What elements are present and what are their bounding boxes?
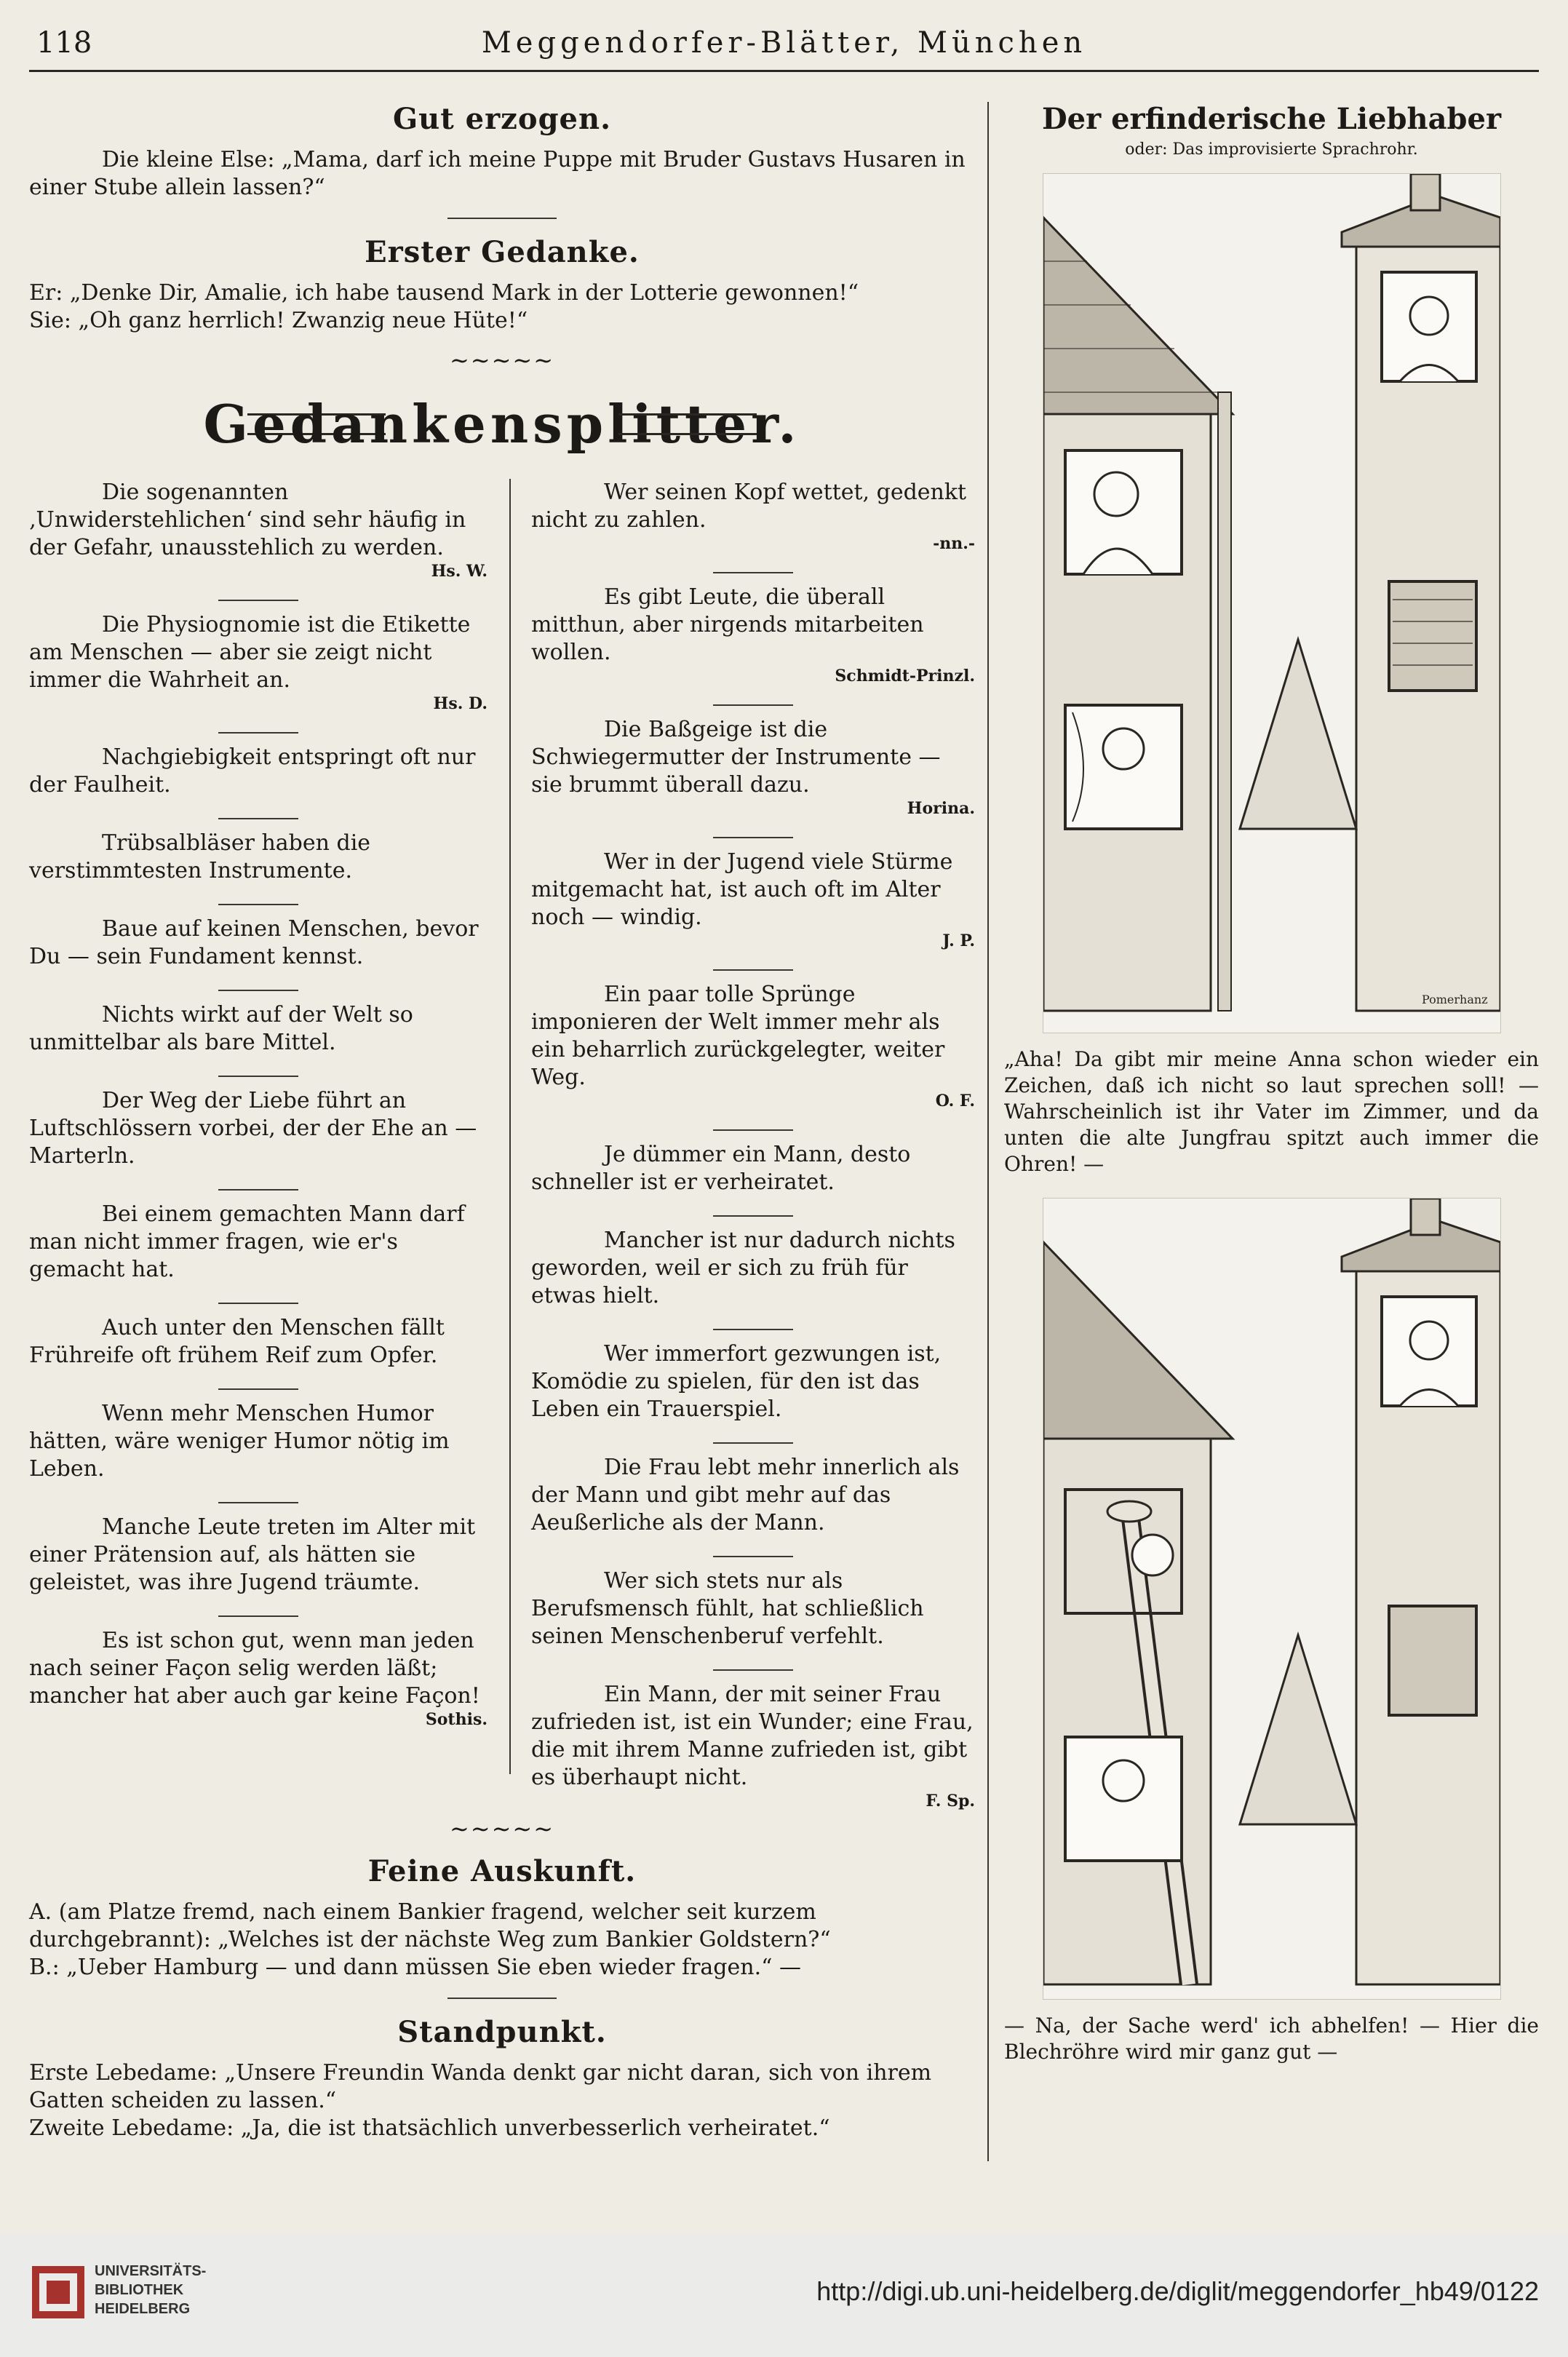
- aphorism-separator: [218, 990, 298, 991]
- aphorism-separator: [713, 969, 793, 971]
- gedankensplitter-title: Gedankensplitter.: [203, 393, 801, 455]
- aphorism: [531, 1227, 975, 1310]
- aphorism-separator: [713, 704, 793, 706]
- aphorism-separator: [218, 1303, 298, 1304]
- aphorism-signature: Hs. W.: [431, 562, 487, 581]
- erster-gedanke-title: Erster Gedanke.: [365, 235, 640, 269]
- aphorism-text: Wer immerfort gezwungen ist, Komödie zu spielen, für den ist das Leben ein Trauerspiel.: [531, 1341, 942, 1422]
- aphorism-separator: [713, 1669, 793, 1671]
- aphorism-text: Wer seinen Kopf wettet, gedenkt nicht zu zahlen.: [531, 480, 967, 533]
- cartoon-caption-1: „Aha! Da gibt mir meine Anna schon wieder ein Zeichen, daß ich nicht so laut sprechen soll! — Wahrscheinlich ist ihr Vater im Zimmer, und da unten die alte Jungfrau spitzt auch immer die Ohren! —: [1004, 1047, 1539, 1176]
- aphorism-separator: [713, 837, 793, 838]
- aphorism: [531, 716, 975, 818]
- aphorism-signature: O. F.: [935, 1092, 975, 1110]
- aphorism-text: Die Frau lebt mehr innerlich als der Mann und gibt mehr auf das Aeußerliche als der Mann.: [531, 1455, 960, 1535]
- aphorism: [29, 1627, 487, 1729]
- aphorism: [29, 1400, 487, 1483]
- aphorism: [29, 1314, 487, 1370]
- aphorism: [531, 1567, 975, 1650]
- aphorism-separator: [713, 1442, 793, 1444]
- aphorisms-left: [29, 479, 487, 1748]
- institution-line-3: HEIDELBERG: [95, 2301, 191, 2317]
- aphorism: [531, 981, 975, 1110]
- aphorism-text: Manche Leute treten im Alter mit einer Prätension auf, als hätten sie geleistet, was ihre Jugend träumte.: [29, 1514, 476, 1595]
- aphorism-divider: [509, 479, 511, 1774]
- source-url-link[interactable]: http://digi.ub.uni-heidelberg.de/diglit/meggendorfer_hb49/0122: [816, 2276, 1539, 2306]
- aphorism-columns: [29, 479, 975, 1811]
- ornament-right: [618, 413, 757, 435]
- institution-line-2: BIBLIOTHEK: [95, 2282, 184, 2298]
- aphorism: [531, 584, 975, 685]
- aphorism-signature: Hs. D.: [433, 694, 487, 713]
- aphorism: [531, 1681, 975, 1811]
- aphorism-separator: [713, 1329, 793, 1330]
- feine-auskunft-line2: B.: „Ueber Hamburg — und dann müssen Sie eben wieder fragen.“ —: [29, 1955, 801, 1980]
- aphorism-separator: [218, 1189, 298, 1191]
- house-drawing-1: [1043, 174, 1500, 1033]
- left-column: [29, 95, 975, 2142]
- divider: [447, 1998, 557, 1999]
- aphorism-text: Nichts wirkt auf der Welt so unmittelbar als bare Mittel.: [29, 1002, 413, 1055]
- gut-erzogen-text: Die kleine Else: „Mama, darf ich meine Puppe mit Bruder Gustavs Husaren in einer Stube allein lassen?“: [29, 147, 966, 200]
- aphorism: [29, 744, 487, 799]
- page-header: [29, 26, 1539, 72]
- standpunkt-line2: Zweite Lebedame: „Ja, die ist thatsächlich unverbesserlich verheiratet.“: [29, 2115, 830, 2141]
- ornament-divider: ∼∼∼∼∼: [449, 346, 555, 374]
- aphorism-separator: [218, 600, 298, 601]
- aphorism-separator: [218, 818, 298, 819]
- erster-gedanke-line1: Er: „Denke Dir, Amalie, ich habe tausend Mark in der Lotterie gewonnen!“: [29, 280, 859, 306]
- aphorism-separator: [218, 1076, 298, 1077]
- aphorism-signature: Horina.: [907, 799, 975, 818]
- aphorism: [29, 830, 487, 885]
- aphorism-text: Baue auf keinen Menschen, bevor Du — sein Fundament kennst.: [29, 916, 479, 969]
- aphorism: [531, 1141, 975, 1196]
- ornament-divider: ∼∼∼∼∼: [449, 1815, 555, 1843]
- house-drawing-2: [1043, 1199, 1500, 1999]
- aphorism-text: Mancher ist nur dadurch nichts geworden, weil er sich zu früh für etwas hielt.: [531, 1228, 955, 1308]
- institution-line-1: UNIVERSITÄTS-: [95, 2263, 207, 2279]
- feine-auskunft-title: Feine Auskunft.: [367, 1854, 637, 1888]
- erster-gedanke-line2: Sie: „Oh ganz herrlich! Zwanzig neue Hüte!“: [29, 308, 528, 333]
- aphorism-text: Trübsalbläser haben die verstimmtesten Instrumente.: [29, 830, 371, 883]
- aphorism: [29, 611, 487, 713]
- artist-signature: Pomerhanz: [1421, 993, 1488, 1006]
- cartoon-illustration-1: [1043, 173, 1501, 1033]
- aphorism-separator: [218, 1502, 298, 1503]
- cartoon-caption-2: — Na, der Sache werd' ich abhelfen! — Hier die Blechröhre wird mir ganz gut —: [1004, 2014, 1539, 2064]
- aphorism-text: Je dümmer ein Mann, desto schneller ist er verheiratet.: [531, 1142, 911, 1195]
- aphorism-separator: [713, 1129, 793, 1131]
- aphorism-signature: F. Sp.: [926, 1792, 975, 1811]
- aphorism: [531, 848, 975, 950]
- aphorism-text: Wer sich stets nur als Berufsmensch fühlt, hat schließlich seinen Menschenberuf verfehlt.: [531, 1568, 924, 1649]
- aphorism-text: Es ist schon gut, wenn man jeden nach seiner Façon selig werden läßt; mancher hat aber auch gar keine Façon!: [29, 1628, 480, 1709]
- aphorism-separator: [713, 572, 793, 573]
- aphorism-signature: Schmidt-Prinzl.: [835, 667, 975, 685]
- aphorism-text: Wer in der Jugend viele Stürme mitgemacht hat, ist auch oft im Alter noch — windig.: [531, 849, 953, 930]
- aphorism-text: Nachgiebigkeit entspringt oft nur der Faulheit.: [29, 744, 476, 798]
- aphorism: [531, 1340, 975, 1423]
- university-seal-icon: [29, 2263, 87, 2321]
- aphorism-separator: [218, 1388, 298, 1390]
- aphorism-text: Wenn mehr Menschen Humor hätten, wäre weniger Humor nötig im Leben.: [29, 1401, 450, 1482]
- column-divider: [987, 102, 989, 2161]
- aphorism-text: Ein Mann, der mit seiner Frau zufrieden ist, ist ein Wunder; eine Frau, die mit ihrem Manne zufrieden ist, gibt es überhaupt nicht.: [531, 1682, 974, 1790]
- right-column: [1004, 95, 1539, 2086]
- aphorism: [29, 1201, 487, 1284]
- aphorism: [29, 479, 487, 581]
- aphorism: [29, 1514, 487, 1597]
- aphorism-text: Die Physiognomie ist die Etikette am Menschen — aber sie zeigt nicht immer die Wahrheit an.: [29, 612, 471, 693]
- cartoon-title: Der erfinderische Liebhaber: [1041, 102, 1502, 136]
- aphorism: [29, 1001, 487, 1057]
- aphorism-text: Bei einem gemachten Mann darf man nicht immer fragen, wie er's gemacht hat.: [29, 1201, 465, 1282]
- divider: [447, 218, 557, 219]
- aphorism-text: Ein paar tolle Sprünge imponieren der Welt immer mehr als ein beharrlich zurückgelegter, weiter Weg.: [531, 982, 945, 1090]
- aphorism-signature: J. P.: [942, 931, 975, 950]
- aphorism-separator: [713, 1556, 793, 1557]
- aphorism-separator: [218, 732, 298, 734]
- aphorism-text: Es gibt Leute, die überall mitthun, aber nirgends mitarbeiten wollen.: [531, 584, 924, 665]
- footer-bar: [0, 2234, 1568, 2357]
- aphorism-text: Die Baßgeige ist die Schwiegermutter der Instrumente — sie brummt überall dazu.: [531, 717, 941, 798]
- aphorism: [531, 1454, 975, 1537]
- institution-name: [95, 2262, 206, 2318]
- aphorism-signature: -nn.-: [933, 534, 975, 553]
- aphorism-text: Die sogenannten ‚Unwiderstehlichen‘ sind sehr häufig in der Gefahr, unausstehlich zu werden.: [29, 480, 466, 560]
- cartoon-subtitle: oder: Das improvisierte Sprachrohr.: [1125, 140, 1418, 159]
- gedankensplitter-banner: [29, 386, 975, 466]
- aphorism: [531, 479, 975, 553]
- page-number: 118: [36, 26, 92, 60]
- cartoon-illustration-2: [1043, 1198, 1501, 2000]
- aphorism: [29, 915, 487, 971]
- feine-auskunft-line1: A. (am Platze fremd, nach einem Bankier fragend, welcher seit kurzem durchgebrannt): „Welches ist der nächste Weg zum Bankier Goldstern?“: [29, 1899, 831, 1952]
- standpunkt-line1: Erste Lebedame: „Unsere Freundin Wanda denkt gar nicht daran, sich von ihrem Gatten scheiden zu lassen.“: [29, 2060, 932, 2113]
- aphorism-signature: Sothis.: [425, 1710, 487, 1729]
- aphorism-separator: [218, 904, 298, 905]
- aphorism: [29, 1087, 487, 1170]
- aphorism-text: Der Weg der Liebe führt an Luftschlössern vorbei, der der Ehe an — Marterln.: [29, 1088, 477, 1169]
- gut-erzogen-title: Gut erzogen.: [393, 102, 611, 136]
- aphorism-separator: [713, 1215, 793, 1217]
- standpunkt-title: Standpunkt.: [397, 2015, 607, 2049]
- journal-title: Meggendorfer-Blätter, München: [481, 26, 1087, 60]
- aphorisms-right: [531, 479, 975, 1829]
- aphorism-text: Auch unter den Menschen fällt Frühreife oft frühem Reif zum Opfer.: [29, 1315, 445, 1368]
- aphorism-separator: [218, 1615, 298, 1617]
